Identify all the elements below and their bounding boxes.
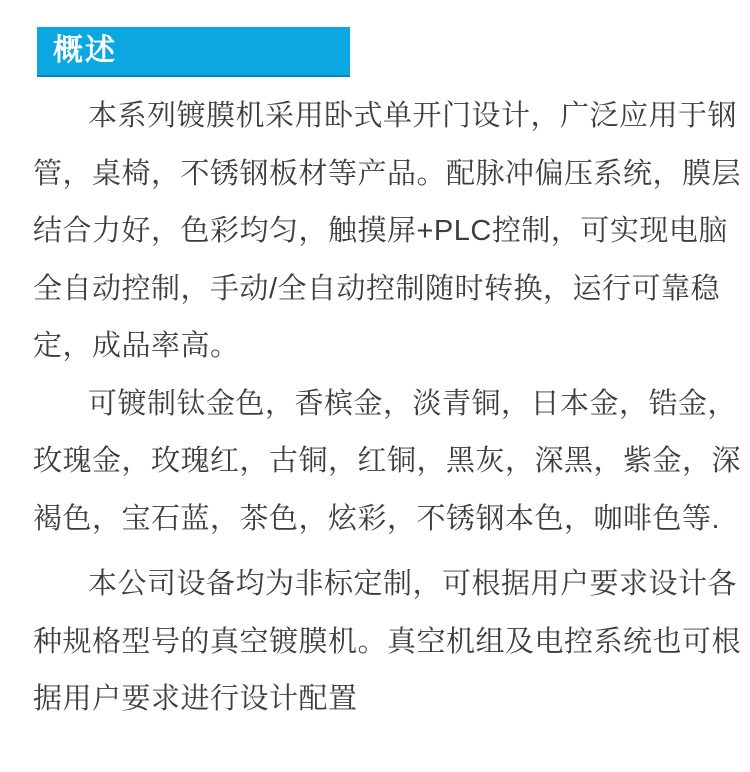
text-line: 本系列镀膜机采用卧式单开门设计，广泛应用于钢 bbox=[88, 100, 738, 132]
text-line: 玫瑰金，玫瑰红，古铜，红铜，黑灰，深黑，紫金，深 bbox=[33, 445, 742, 477]
text-line: 褐色，宝石蓝，茶色，炫彩，不锈钢本色，咖啡色等. bbox=[33, 502, 721, 535]
paragraph bbox=[33, 376, 742, 549]
body-text bbox=[33, 88, 742, 729]
text-line: 本公司设备均为非标定制，可根据用户要求设计各 bbox=[88, 568, 738, 600]
text-line: 种规格型号的真空镀膜机。真空机组及电控系统也可根 bbox=[33, 625, 742, 658]
text-line: 结合力好，色彩均匀，触摸屏+PLC控制，可实现电脑 bbox=[33, 215, 728, 247]
section-title: 概述 bbox=[53, 34, 117, 67]
paragraph bbox=[33, 556, 742, 729]
text-line: 管，桌椅，不锈钢板材等产品。配脉冲偏压系统，膜层 bbox=[33, 157, 742, 190]
section-header bbox=[37, 27, 350, 77]
paragraph bbox=[33, 88, 742, 376]
text-line: 据用户要求进行设计配置 bbox=[33, 683, 358, 715]
text-line: 定，成品率高。 bbox=[33, 330, 240, 362]
text-line: 可镀制钛金色，香槟金，淡青铜，日本金，锆金， bbox=[88, 387, 738, 420]
text-line: 全自动控制，手动/全自动控制随时转换，运行可靠稳 bbox=[33, 272, 721, 305]
